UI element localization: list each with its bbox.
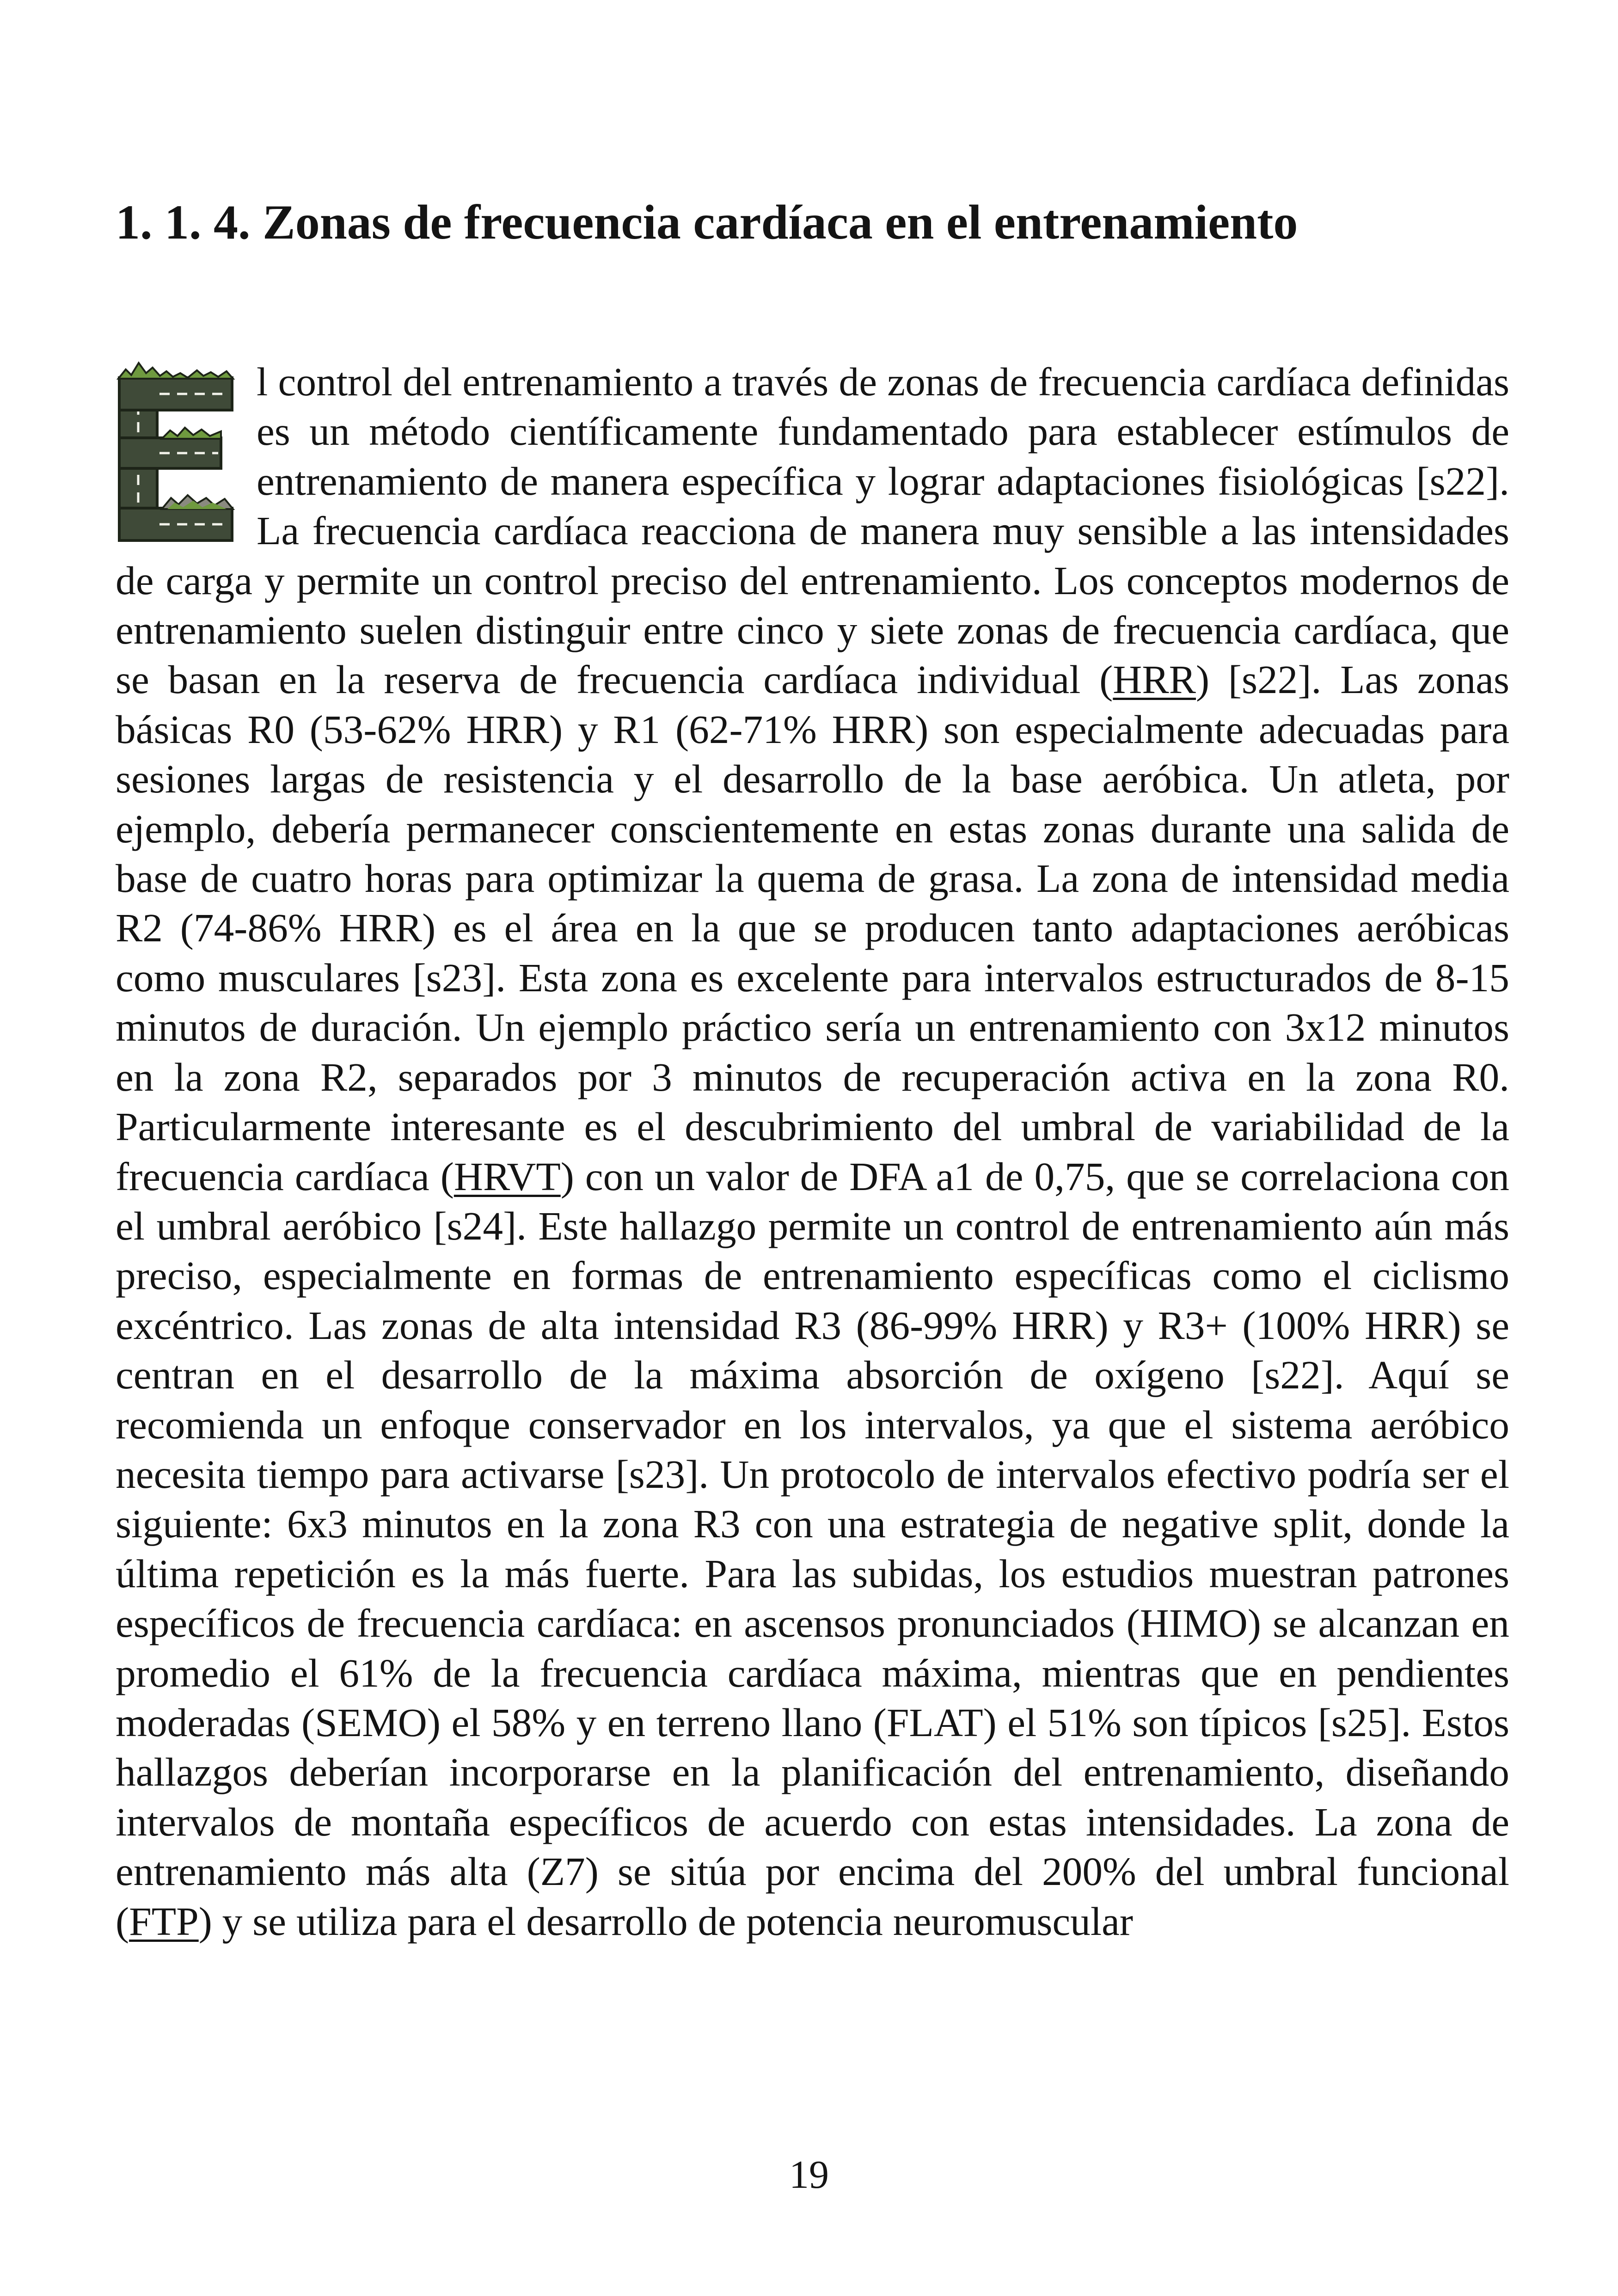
page-number: 19 xyxy=(789,2152,829,2197)
abbreviation-hrr: HRR xyxy=(1113,657,1196,702)
section-heading: 1. 1. 4. Zonas de frecuencia cardíaca en el entrenamiento xyxy=(116,195,1298,249)
drop-cap-e xyxy=(116,359,243,546)
abbreviation-ftp: FTP xyxy=(129,1898,199,1944)
body-paragraph: l control del entrenamiento a través de zonas de frecuencia cardíaca definidas es un método científicamente fundamentado para establecer estímulos de entrenamiento de manera específica y lograr adaptaciones fisiológicas [s22]. La frecuencia cardíaca reacciona de manera muy sensible a las intensidades de carga y permite un control preciso del entrenamiento. Los conceptos modernos de entrenamiento suelen distinguir entre cinco y siete zonas de frecuencia cardíaca, que se basan en la reserva de frecuencia cardíaca individual (HRR) [s22]. Las zonas básicas R0 (53-62% HRR) y R1 (62-71% HRR) son especialmente adecuadas para sesiones largas de resistencia y el desarrollo de la base aeróbica. Un atleta, por ejemplo, debería permanecer conscientemente en estas zonas durante una salida de base de cuatro horas para optimizar la quema de grasa. La zona de intensidad media R2 (74-86% HRR) es el área en la que se producen tanto adaptaciones aeróbicas como musculares [s23]. Esta zona es excelente para intervalos estructurados de 8-15 minutos de duración. Un ejemplo práctico sería un entrenamiento con 3x12 minutos en la zona R2, separados por 3 minutos de recuperación activa en la zona R0. Particularmente interesante es el descubrimiento del umbral de variabilidad de la frecuencia cardíaca (HRVT) con un valor de DFA a1 de 0,75, que se correlaciona con el umbral aeróbico [s24]. Este hallazgo permite un control de entrenamiento aún más preciso, especialmente en formas de entrenamiento específicas como el ciclismo excéntrico. Las zonas de alta intensidad R3 (86-99% HRR) y R3+ (100% HRR) se centran en el desarrollo de la máxima absorción de oxígeno [s22]. Aquí se recomienda un enfoque conservador en los intervalos, ya que el sistema aeróbico necesita tiempo para activarse [s23]. Un protocolo de intervalos efectivo podría ser el siguiente: 6x3 minutos en la zona R3 con una estrategia de negative split, donde la última repetición es la más fuerte. Para las subidas, los estudios muestran patrones específicos de frecuencia cardíaca: en ascensos pronunciados (HIMO) se alcanzan en promedio el 61% de la frecuencia cardíaca máxima, mientras que en pendientes moderadas (SEMO) el 58% y en terreno llano (FLAT) el 51% son típicos [s25]. Estos hallazgos deberían incorporarse en la planificación del entrenamiento, diseñando intervalos de montaña específicos de acuerdo con estas intensidades. La zona de entrenamiento más alta (Z7) se sitúa por encima del 200% del umbral funcional (FTP) y se utiliza para el desarrollo de potencia neuromuscular xyxy=(116,359,1509,1944)
abbreviation-hrvt: HRVT xyxy=(454,1154,561,1199)
decorative-mountain-road-letter-e-icon xyxy=(116,359,236,544)
